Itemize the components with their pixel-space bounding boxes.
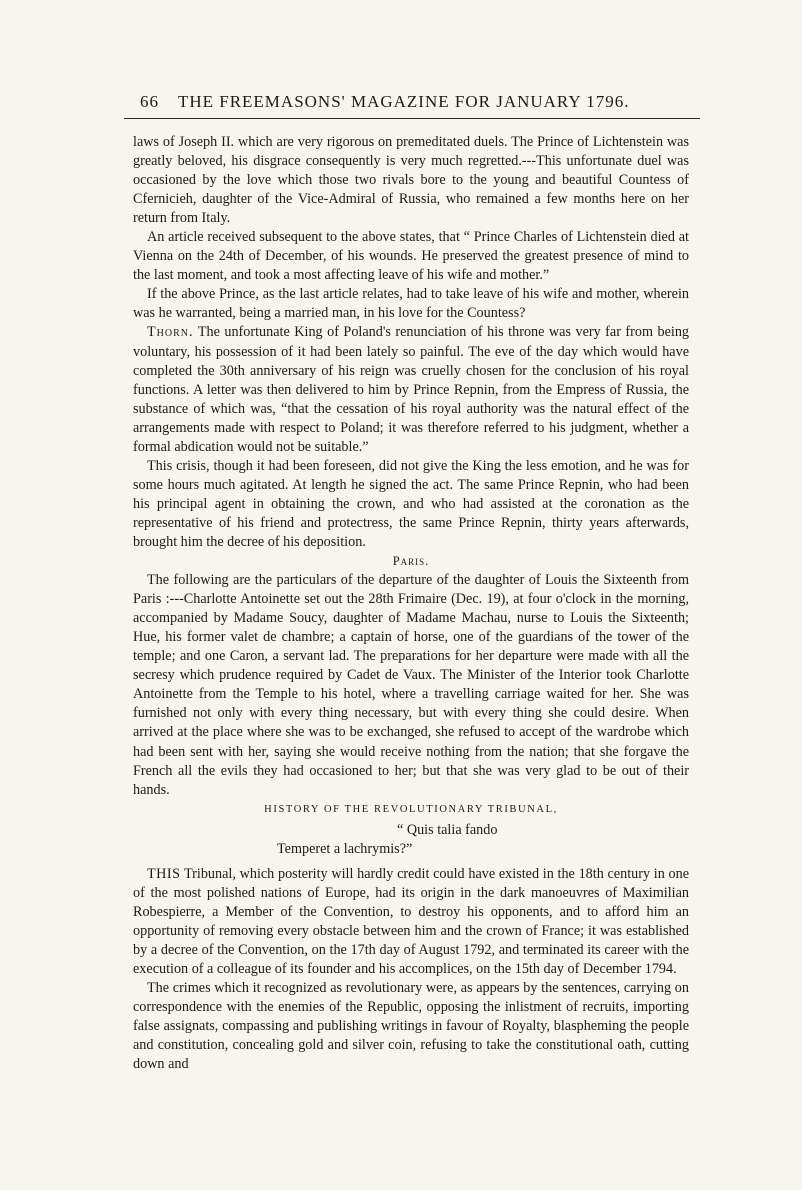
paragraph-tribunal-text: Tribunal, which posterity will hardly credit could have existed in the 18th century in one of the most polished nations of Europe, had its origin in the dark manoeuvres of Maximilian Robespierre, a Member of the Convention, to destroy his opponents, and to afford him an opportunity of removing every obstacle between him and the crown of France; it was established by a decree of the Convention, on the 17th day of August 1792, and terminated its career with the execution of a colleague of its founder and his accomplices, on the 15th day of December 1794. [133,865,689,978]
section-heading-history: HISTORY OF THE REVOLUTIONARY TRIBUNAL, [264,803,558,815]
paragraph-thorn-text: The unfortunate King of Poland's renunciation of his throne was very far from being voluntary, his possession of it had been lately so painful. The eve of the day which would have completed the 30th anniversary of his reign was cruelly chosen for the conclusion of his royal functions. A letter was then delivered to him by Prince Repnin, from the Empress of Russia, the substance of which was, “that the cessation of his royal authority was the natural effect of the arrangements made with respect to Poland; it was therefore referred to his judgment, whether a formal abdication would not be suitable.” [133,324,690,455]
paragraph-tribunal [133,865,689,979]
paragraph-crisis: This crisis, though it had been foreseen, did not give the King the less emotion, and he was for some hours much agitated. At length he signed the act. The same Prince Repnin, who had been his principal agent in obtaining the crown, and who had assisted at the coronation as the representative of his friend and protectress, the same Prince Repnin, thirty years afterwards, brought him the decree of his deposition. [133,457,689,550]
running-title: THE FREEMASONS' MAGAZINE FOR JANUARY 1796. [177,92,630,111]
paragraph-above-prince: If the above Prince, as the last article relates, had to take leave of his wife and mother, wherein was he warranted, being a married man, in his love for the Countess? [133,286,689,322]
motto-line-1: “ Quis talia fando [397,821,498,838]
paragraph-duel-continued: laws of Joseph II. which are very rigorous on premeditated duels. The Prince of Lichtenstein was greatly beloved, his disgrace consequently is very much regretted.---This unfortunate duel was occasioned by the love which those two rivals bore to the young and beautiful Countess of Cfernicieh, daughter of the Vice-Admiral of Russia, who remained a few months here on her return from Italy. [133,134,689,227]
paragraph-paris: The following are the particulars of the departure of the daughter of Louis the Sixteenth from Paris :---Charlotte Antoinette set out the 28th Frimaire (Dec. 19), at four o'clock in the morning, accompanied by Madame Soucy, daughter of Madame Machau, nurse to Louis the Sixteenth; Hue, his former valet de chambre; a captain of horse, one of the guardians of the tower of the temple; and one Caron, a servant lad. The preparations for her departure were made with all the secresy which prudence required by Cadet de Vaux. The Minister of the Interior took Charlotte Antoinette from the Temple to his hotel, where a travelling carriage waited for her. She was furnished not only with every thing necessary, but with every thing she could desire. When arrived at the place where she was to be exchanged, she refused to accept of the wardrobe which had been sent with her, saying she would receive nothing from the nation; that she forgave the French all the evils they had occasioned to her; but that she was very glad to be out of their hands. [133,572,689,798]
first-word: THIS [147,865,181,882]
paragraph-article-received: An article received subsequent to the above states, that “ Prince Charles of Lichtenstein died at Vienna on the 24th of December, of his wounds. He preserved the greatest presence of mind to the last moment, and took a most affecting leave of his wife and mother.” [133,229,689,284]
paragraph-thorn [133,323,689,456]
page-number: 66 [140,92,159,111]
motto-line-2: Temperet a lachrymis?” [277,840,413,857]
header-rule [124,118,700,119]
running-head [140,92,700,112]
dateline-thorn: Thorn. [147,324,194,341]
text-column [133,133,689,1074]
section-heading-paris: Paris. [392,554,430,569]
paragraph-crimes: The crimes which it recognized as revolutionary were, as appears by the sentences, carrying on correspondence with the enemies of the Republic, opposing the inlistment of recruits, importing false assignats, compassing and publishing writings in favour of Royalty, blaspheming the people and constitution, concealing gold and silver coin, refusing to take the constitutional oath, cutting down and [133,980,689,1073]
